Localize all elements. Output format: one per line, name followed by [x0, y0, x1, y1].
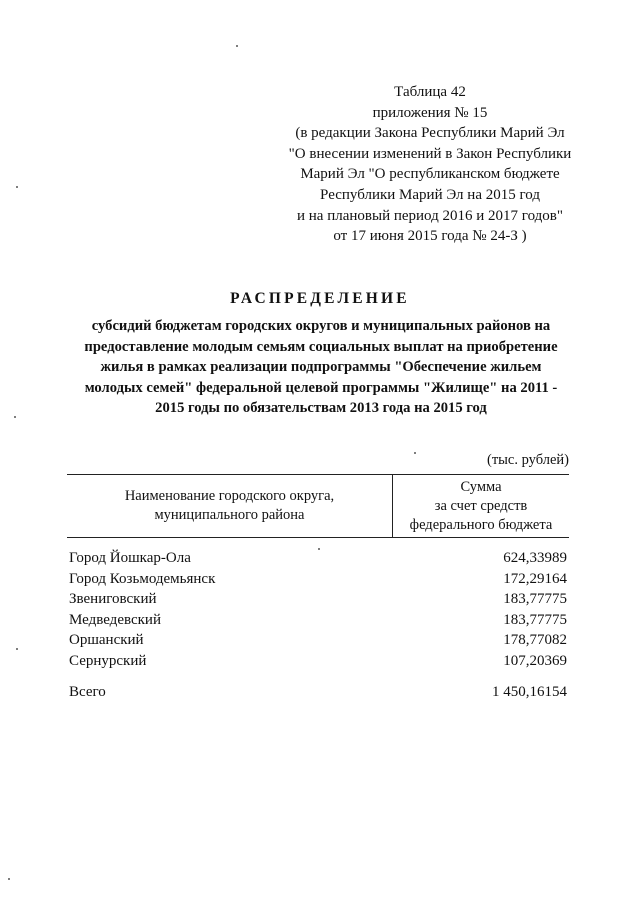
subtitle-line: субсидий бюджетам городских округов и муниципальных районов на — [91, 318, 551, 334]
header-name-cell — [67, 475, 393, 537]
row-value: 107,20369 — [503, 652, 567, 669]
annex-block — [270, 82, 590, 247]
annex-line: от 17 июня 2015 года № 24-З ) — [333, 228, 527, 245]
header-name-line: муниципального района — [154, 507, 305, 523]
scan-speck — [14, 416, 16, 418]
row-value: 183,77775 — [503, 591, 567, 607]
units-label: (тыс. рублей) — [487, 452, 569, 468]
subtitle-line: 2015 годы по обязательствам 2013 года на 2015 год — [155, 400, 487, 416]
table-row — [67, 651, 569, 672]
table-row — [67, 630, 569, 651]
scan-speck — [16, 648, 18, 650]
annex-line: "О внесении изменений в Закон Республики — [288, 145, 572, 162]
document-heading: РАСПРЕДЕЛЕНИЕ — [230, 290, 410, 307]
row-name: Сернурский — [69, 652, 147, 669]
total-name: Всего — [69, 684, 106, 700]
row-value: 183,77775 — [503, 611, 567, 628]
total-row — [67, 682, 569, 703]
row-name: Медведевский — [69, 611, 161, 628]
annex-line: Таблица 42 — [394, 84, 466, 100]
header-sum-line: федерального бюджета — [409, 516, 553, 533]
table-body — [67, 548, 569, 703]
distribution-table — [67, 474, 569, 703]
annex-line: Марий Эл "О республиканском бюджете — [300, 166, 560, 183]
annex-line: Республики Марий Эл на 2015 год — [320, 186, 540, 203]
table-row — [67, 610, 569, 631]
header-sum-cell — [393, 475, 569, 537]
table-row — [67, 589, 569, 610]
table-header — [67, 474, 569, 538]
header-sum-line: Сумма — [460, 478, 502, 495]
scan-speck — [236, 45, 238, 47]
total-value: 1 450,16154 — [492, 684, 567, 700]
row-name: Оршанский — [69, 632, 144, 648]
header-sum-line: за счет средств — [434, 497, 528, 514]
scan-speck — [414, 452, 416, 454]
table-row — [67, 548, 569, 569]
subtitle-line: молодых семей" федеральной целевой программы "Жилище" на 2011 - — [84, 379, 558, 396]
row-value: 624,33989 — [503, 550, 567, 566]
annex-line: и на плановый период 2016 и 2017 годов" — [297, 207, 563, 224]
scan-speck — [8, 878, 10, 880]
subtitle-line: предоставление молодым семьям социальных выплат на приобретение — [84, 338, 558, 355]
annex-line: (в редакции Закона Республики Марий Эл — [295, 125, 565, 142]
document-subtitle — [70, 316, 572, 419]
annex-line: приложения № 15 — [372, 104, 488, 121]
header-name-line: Наименование городского округа, — [124, 488, 335, 504]
subtitle-line: жилья в рамках реализации подпрограммы "Обеспечение жильем — [100, 359, 542, 375]
scan-speck — [16, 186, 18, 188]
table-row — [67, 569, 569, 590]
row-name: Город Йошкар-Ола — [69, 550, 191, 566]
row-value: 172,29164 — [503, 570, 567, 587]
scan-speck — [318, 548, 320, 550]
row-name: Город Козьмодемьянск — [69, 570, 216, 587]
row-name: Звениговский — [69, 591, 157, 607]
row-value: 178,77082 — [503, 632, 567, 648]
